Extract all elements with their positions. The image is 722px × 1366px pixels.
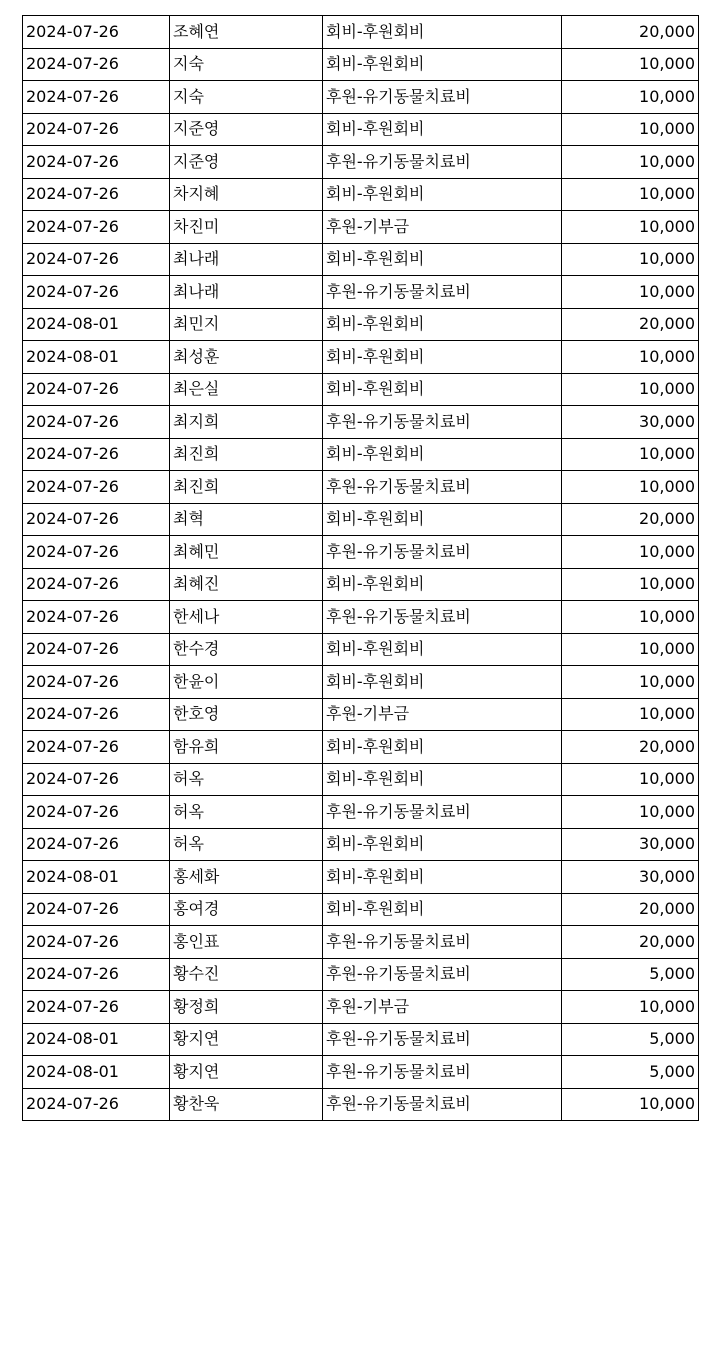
donor-name-cell: 최혜진 bbox=[170, 568, 323, 601]
table-row bbox=[23, 666, 699, 699]
table-row bbox=[23, 1088, 699, 1121]
date-cell: 2024-07-26 bbox=[23, 471, 170, 504]
donor-name-cell: 허옥 bbox=[170, 796, 323, 829]
category-cell: 후원-기부금 bbox=[323, 698, 562, 731]
amount-cell: 10,000 bbox=[562, 991, 699, 1024]
table-row bbox=[23, 893, 699, 926]
date-cell: 2024-07-26 bbox=[23, 503, 170, 536]
table-row bbox=[23, 796, 699, 829]
category-cell: 회비-후원회비 bbox=[323, 503, 562, 536]
category-cell: 후원-유기동물치료비 bbox=[323, 926, 562, 959]
category-cell: 후원-기부금 bbox=[323, 211, 562, 244]
date-cell: 2024-07-26 bbox=[23, 666, 170, 699]
table-row bbox=[23, 81, 699, 114]
amount-cell: 10,000 bbox=[562, 341, 699, 374]
date-cell: 2024-08-01 bbox=[23, 1056, 170, 1089]
donor-name-cell: 황정희 bbox=[170, 991, 323, 1024]
amount-cell: 20,000 bbox=[562, 731, 699, 764]
date-cell: 2024-07-26 bbox=[23, 536, 170, 569]
category-cell: 회비-후원회비 bbox=[323, 373, 562, 406]
category-cell: 회비-후원회비 bbox=[323, 48, 562, 81]
date-cell: 2024-07-26 bbox=[23, 146, 170, 179]
category-cell: 후원-유기동물치료비 bbox=[323, 796, 562, 829]
category-cell: 후원-기부금 bbox=[323, 991, 562, 1024]
date-cell: 2024-07-26 bbox=[23, 48, 170, 81]
donor-name-cell: 한호영 bbox=[170, 698, 323, 731]
date-cell: 2024-07-26 bbox=[23, 81, 170, 114]
table-row bbox=[23, 828, 699, 861]
amount-cell: 10,000 bbox=[562, 373, 699, 406]
donor-name-cell: 함유희 bbox=[170, 731, 323, 764]
table-row bbox=[23, 211, 699, 244]
amount-cell: 10,000 bbox=[562, 763, 699, 796]
donor-name-cell: 차지혜 bbox=[170, 178, 323, 211]
amount-cell: 10,000 bbox=[562, 471, 699, 504]
amount-cell: 10,000 bbox=[562, 438, 699, 471]
donor-name-cell: 최나래 bbox=[170, 243, 323, 276]
date-cell: 2024-07-26 bbox=[23, 633, 170, 666]
date-cell: 2024-07-26 bbox=[23, 373, 170, 406]
date-cell: 2024-07-26 bbox=[23, 926, 170, 959]
category-cell: 회비-후원회비 bbox=[323, 893, 562, 926]
amount-cell: 5,000 bbox=[562, 958, 699, 991]
donor-name-cell: 한세나 bbox=[170, 601, 323, 634]
table-row bbox=[23, 633, 699, 666]
category-cell: 후원-유기동물치료비 bbox=[323, 1056, 562, 1089]
category-cell: 후원-유기동물치료비 bbox=[323, 406, 562, 439]
date-cell: 2024-07-26 bbox=[23, 406, 170, 439]
amount-cell: 10,000 bbox=[562, 276, 699, 309]
table-row bbox=[23, 113, 699, 146]
donor-name-cell: 조혜연 bbox=[170, 16, 323, 49]
donor-name-cell: 최나래 bbox=[170, 276, 323, 309]
category-cell: 회비-후원회비 bbox=[323, 568, 562, 601]
donor-name-cell: 홍인표 bbox=[170, 926, 323, 959]
donor-name-cell: 지준영 bbox=[170, 146, 323, 179]
category-cell: 후원-유기동물치료비 bbox=[323, 471, 562, 504]
table-row bbox=[23, 243, 699, 276]
date-cell: 2024-07-26 bbox=[23, 893, 170, 926]
category-cell: 후원-유기동물치료비 bbox=[323, 1088, 562, 1121]
donor-name-cell: 최혜민 bbox=[170, 536, 323, 569]
date-cell: 2024-08-01 bbox=[23, 1023, 170, 1056]
donor-name-cell: 허옥 bbox=[170, 763, 323, 796]
donor-name-cell: 한윤이 bbox=[170, 666, 323, 699]
table-row bbox=[23, 438, 699, 471]
amount-cell: 20,000 bbox=[562, 308, 699, 341]
amount-cell: 10,000 bbox=[562, 666, 699, 699]
amount-cell: 20,000 bbox=[562, 503, 699, 536]
table-row bbox=[23, 1023, 699, 1056]
donor-name-cell: 최민지 bbox=[170, 308, 323, 341]
donor-name-cell: 황찬욱 bbox=[170, 1088, 323, 1121]
table-row bbox=[23, 16, 699, 49]
category-cell: 회비-후원회비 bbox=[323, 731, 562, 764]
amount-cell: 10,000 bbox=[562, 81, 699, 114]
amount-cell: 10,000 bbox=[562, 601, 699, 634]
donor-name-cell: 지준영 bbox=[170, 113, 323, 146]
table-row bbox=[23, 958, 699, 991]
amount-cell: 5,000 bbox=[562, 1023, 699, 1056]
date-cell: 2024-07-26 bbox=[23, 1088, 170, 1121]
donor-name-cell: 황수진 bbox=[170, 958, 323, 991]
donor-name-cell: 지숙 bbox=[170, 81, 323, 114]
category-cell: 후원-유기동물치료비 bbox=[323, 536, 562, 569]
category-cell: 후원-유기동물치료비 bbox=[323, 958, 562, 991]
amount-cell: 30,000 bbox=[562, 828, 699, 861]
category-cell: 후원-유기동물치료비 bbox=[323, 1023, 562, 1056]
amount-cell: 10,000 bbox=[562, 796, 699, 829]
donor-name-cell: 최은실 bbox=[170, 373, 323, 406]
date-cell: 2024-07-26 bbox=[23, 438, 170, 471]
amount-cell: 10,000 bbox=[562, 146, 699, 179]
date-cell: 2024-08-01 bbox=[23, 341, 170, 374]
table-row bbox=[23, 178, 699, 211]
donor-name-cell: 지숙 bbox=[170, 48, 323, 81]
date-cell: 2024-07-26 bbox=[23, 276, 170, 309]
amount-cell: 10,000 bbox=[562, 536, 699, 569]
amount-cell: 10,000 bbox=[562, 568, 699, 601]
amount-cell: 10,000 bbox=[562, 48, 699, 81]
donor-name-cell: 차진미 bbox=[170, 211, 323, 244]
category-cell: 회비-후원회비 bbox=[323, 178, 562, 211]
amount-cell: 10,000 bbox=[562, 1088, 699, 1121]
donor-name-cell: 황지연 bbox=[170, 1023, 323, 1056]
category-cell: 후원-유기동물치료비 bbox=[323, 81, 562, 114]
table-row bbox=[23, 991, 699, 1024]
table-row bbox=[23, 926, 699, 959]
amount-cell: 10,000 bbox=[562, 243, 699, 276]
amount-cell: 30,000 bbox=[562, 861, 699, 894]
date-cell: 2024-07-26 bbox=[23, 991, 170, 1024]
donor-name-cell: 한수경 bbox=[170, 633, 323, 666]
donor-name-cell: 홍여경 bbox=[170, 893, 323, 926]
date-cell: 2024-07-26 bbox=[23, 601, 170, 634]
category-cell: 회비-후원회비 bbox=[323, 243, 562, 276]
date-cell: 2024-07-26 bbox=[23, 958, 170, 991]
category-cell: 회비-후원회비 bbox=[323, 666, 562, 699]
date-cell: 2024-07-26 bbox=[23, 828, 170, 861]
date-cell: 2024-07-26 bbox=[23, 731, 170, 764]
amount-cell: 20,000 bbox=[562, 16, 699, 49]
table-row bbox=[23, 861, 699, 894]
donor-name-cell: 허옥 bbox=[170, 828, 323, 861]
table-row bbox=[23, 146, 699, 179]
date-cell: 2024-07-26 bbox=[23, 698, 170, 731]
amount-cell: 5,000 bbox=[562, 1056, 699, 1089]
date-cell: 2024-08-01 bbox=[23, 308, 170, 341]
category-cell: 후원-유기동물치료비 bbox=[323, 146, 562, 179]
table-row bbox=[23, 536, 699, 569]
ledger-body bbox=[23, 16, 699, 1121]
amount-cell: 10,000 bbox=[562, 698, 699, 731]
date-cell: 2024-07-26 bbox=[23, 16, 170, 49]
donor-name-cell: 최지희 bbox=[170, 406, 323, 439]
date-cell: 2024-08-01 bbox=[23, 861, 170, 894]
category-cell: 회비-후원회비 bbox=[323, 861, 562, 894]
donor-name-cell: 황지연 bbox=[170, 1056, 323, 1089]
amount-cell: 10,000 bbox=[562, 178, 699, 211]
donor-name-cell: 최진희 bbox=[170, 471, 323, 504]
category-cell: 회비-후원회비 bbox=[323, 633, 562, 666]
donor-name-cell: 홍세화 bbox=[170, 861, 323, 894]
table-row bbox=[23, 1056, 699, 1089]
amount-cell: 10,000 bbox=[562, 633, 699, 666]
date-cell: 2024-07-26 bbox=[23, 113, 170, 146]
category-cell: 회비-후원회비 bbox=[323, 16, 562, 49]
table-row bbox=[23, 341, 699, 374]
category-cell: 회비-후원회비 bbox=[323, 763, 562, 796]
table-row bbox=[23, 48, 699, 81]
table-row bbox=[23, 276, 699, 309]
table-row bbox=[23, 308, 699, 341]
date-cell: 2024-07-26 bbox=[23, 796, 170, 829]
table-row bbox=[23, 406, 699, 439]
category-cell: 회비-후원회비 bbox=[323, 308, 562, 341]
donor-name-cell: 최진희 bbox=[170, 438, 323, 471]
category-cell: 회비-후원회비 bbox=[323, 438, 562, 471]
table-row bbox=[23, 731, 699, 764]
table-row bbox=[23, 568, 699, 601]
amount-cell: 10,000 bbox=[562, 113, 699, 146]
table-row bbox=[23, 698, 699, 731]
donor-name-cell: 최성훈 bbox=[170, 341, 323, 374]
amount-cell: 20,000 bbox=[562, 926, 699, 959]
table-row bbox=[23, 601, 699, 634]
date-cell: 2024-07-26 bbox=[23, 178, 170, 211]
category-cell: 회비-후원회비 bbox=[323, 828, 562, 861]
donation-ledger-table bbox=[22, 15, 699, 1121]
donor-name-cell: 최혁 bbox=[170, 503, 323, 536]
category-cell: 후원-유기동물치료비 bbox=[323, 276, 562, 309]
amount-cell: 30,000 bbox=[562, 406, 699, 439]
amount-cell: 10,000 bbox=[562, 211, 699, 244]
amount-cell: 20,000 bbox=[562, 893, 699, 926]
table-row bbox=[23, 373, 699, 406]
category-cell: 회비-후원회비 bbox=[323, 341, 562, 374]
date-cell: 2024-07-26 bbox=[23, 211, 170, 244]
date-cell: 2024-07-26 bbox=[23, 243, 170, 276]
table-row bbox=[23, 763, 699, 796]
category-cell: 후원-유기동물치료비 bbox=[323, 601, 562, 634]
table-row bbox=[23, 471, 699, 504]
date-cell: 2024-07-26 bbox=[23, 568, 170, 601]
category-cell: 회비-후원회비 bbox=[323, 113, 562, 146]
date-cell: 2024-07-26 bbox=[23, 763, 170, 796]
table-row bbox=[23, 503, 699, 536]
